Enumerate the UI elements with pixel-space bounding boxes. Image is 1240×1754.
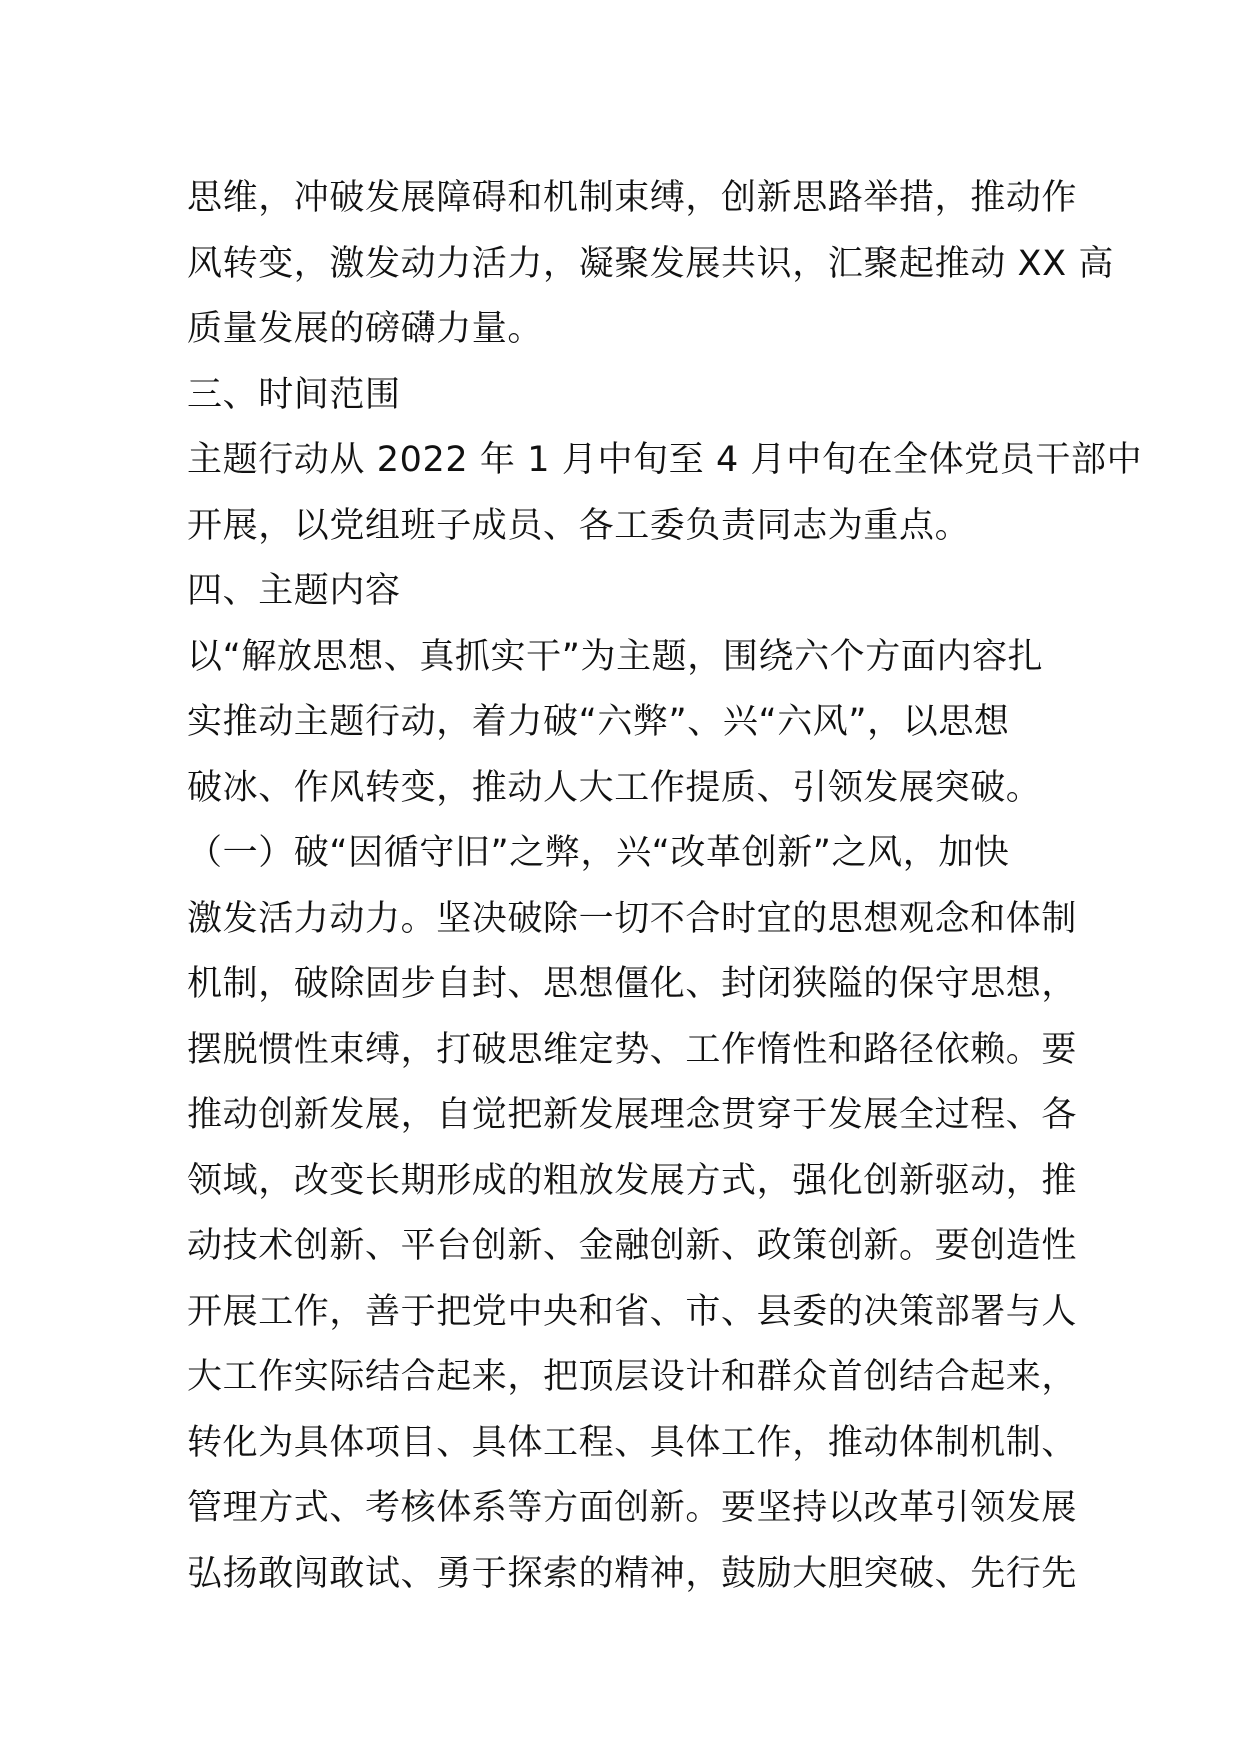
paragraph-line: 破冰、作风转变，推动人大工作提质、引领发展突破。 [187,767,1042,808]
paragraph-line: 实推动主题行动，着力破“六弊”、兴“六风”，以思想 [187,702,1010,742]
paragraph-line: 管理方式、考核体系等方面创新。要坚持以改革引领发展 [187,1488,1078,1528]
paragraph-line: 动技术创新、平台创新、金融创新、政策创新。要创造性 [187,1226,1078,1266]
document-body [187,166,1143,1607]
paragraph-line: 推动创新发展，自觉把新发展理念贯穿于发展全过程、各 [187,1095,1078,1135]
paragraph-line: 弘扬敢闯敢试、勇于探索的精神，鼓励大胆突破、先行先 [187,1553,1078,1594]
paragraph-line: 转化为具体项目、具体工程、具体工作，推动体制机制、 [187,1422,1078,1463]
paragraph-line: 开展工作，善于把党中央和省、市、县委的决策部署与人 [187,1291,1078,1332]
paragraph-line: 大工作实际结合起来，把顶层设计和群众首创结合起来， [187,1357,1078,1397]
paragraph-line: 以“解放思想、真抓实干”为主题，围绕六个方面内容扎 [187,636,1044,677]
paragraph-line: 激发活力动力。坚决破除一切不合时宜的思想观念和体制 [187,898,1078,939]
paragraph-line: 机制，破除固步自封、思想僵化、封闭狭隘的保守思想， [187,964,1078,1004]
paragraph-line: 思维，冲破发展障碍和机制束缚，创新思路举措，推动作 [187,178,1078,218]
paragraph-line: 领域，改变长期形成的粗放发展方式，强化创新驱动，推 [187,1160,1078,1201]
section-heading: 四、主题内容 [187,571,401,611]
paragraph-line: 主题行动从 2022 年 1 月中旬至 4 月中旬在全体党员干部中 [187,440,1143,480]
paragraph-line: 风转变，激发动力活力，凝聚发展共识，汇聚起推动 XX 高 [187,243,1115,284]
section-heading: 三、时间范围 [187,374,401,415]
paragraph-line: （一）破“因循守旧”之弊，兴“改革创新”之风，加快 [187,833,1010,873]
paragraph-line: 摆脱惯性束缚，打破思维定势、工作惰性和路径依赖。要 [187,1029,1078,1070]
paragraph-line: 开展，以党组班子成员、各工委负责同志为重点。 [187,505,971,546]
paragraph-line: 质量发展的磅礴力量。 [187,309,544,349]
